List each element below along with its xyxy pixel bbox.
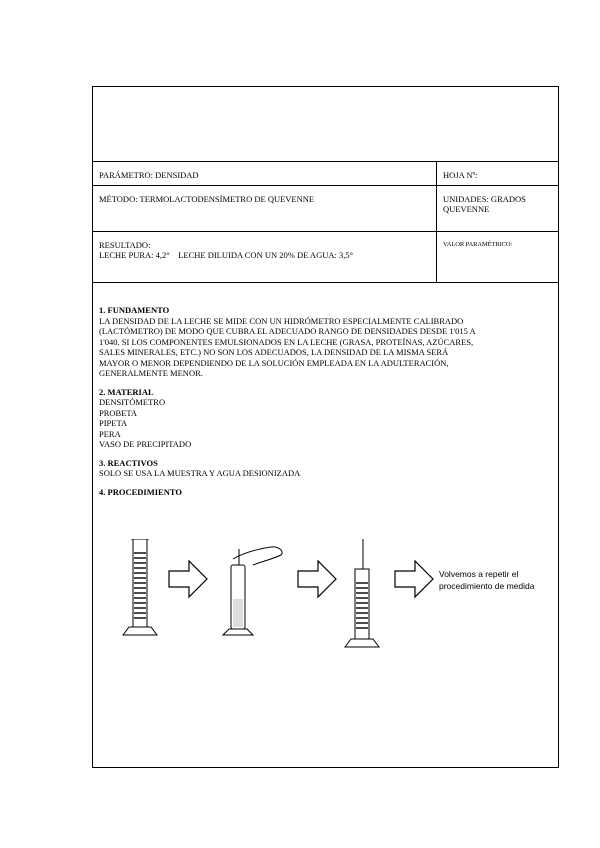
procedure-illustration — [93, 539, 560, 659]
repeat-caption-line-1: Volvemos a repetir el — [439, 569, 519, 579]
section-heading-material: 2. MATERIAL — [99, 386, 154, 397]
material-item: DENSITÓMETRO — [99, 397, 166, 407]
parameter-row — [93, 162, 558, 186]
result-label: RESULTADO: — [99, 240, 151, 250]
result-cell — [93, 232, 436, 282]
units-line-2: QUEVENNE — [443, 204, 490, 214]
fundamento-line: 1'040. SI LOS COMPONENTES EMULSIONADOS EN LA LECHE (GRASA, PROTEÍNAS, AZÚCARES, — [99, 336, 474, 347]
material-item: VASO DE PRECIPITADO — [99, 439, 192, 449]
fundamento-line: SALES MINERALES, ETC.) NO SON LOS ADECUADOS, LA DENSIDAD DE LA MISMA SERÁ — [99, 347, 449, 357]
hydrometer-in-cylinder-icon — [345, 539, 379, 647]
parametric-value-label: VALOR PARAMÉTRICO: — [443, 241, 513, 248]
graduated-cylinder-icon — [123, 539, 157, 635]
repeat-caption-line-2: procedimiento de medida — [439, 581, 535, 591]
section-heading-reactivos: 3. REACTIVOS — [99, 457, 158, 468]
fundamento-line: LA DENSIDAD DE LA LECHE SE MIDE CON UN HIDRÓMETRO ESPECIALMENTE CALIBRADO — [99, 315, 464, 326]
parameter-cell: PARÁMETRO: DENSIDAD — [99, 170, 199, 180]
material-item: PERA — [99, 428, 121, 439]
material-item: PIPETA — [99, 418, 128, 428]
reactivos-text: SOLO SE USA LA MUESTRA Y AGUA DESIONIZADA — [99, 468, 301, 478]
parametric-value-cell — [436, 232, 558, 282]
fundamento-line: GENERALMENTE MENOR. — [99, 368, 203, 378]
arrow-right-icon — [169, 561, 207, 597]
hand-with-pipette-icon — [223, 547, 282, 635]
fundamento-line: (LACTÓMETRO) DE MODO QUE CUBRA EL ADECUADO RANGO DE DENSIDADES DESDE 1'015 A — [99, 326, 476, 336]
arrow-right-icon — [298, 561, 336, 597]
result-row — [93, 232, 558, 283]
document-body — [99, 305, 550, 497]
sheet-number-cell: HOJA Nº: — [436, 162, 558, 185]
fundamento-line: MAYOR O MENOR DEPENDIENDO DE LA SOLUCIÓN EMPLEADA EN LA ADULTERACIÓN, — [99, 357, 449, 368]
method-cell: MÉTODO: TERMOLACTODENSÍMETRO DE QUEVENNE — [99, 194, 315, 204]
blank-header-row — [93, 87, 558, 162]
document-sheet — [92, 86, 559, 768]
units-cell — [436, 186, 558, 231]
result-values: LECHE PURA: 4,2° LECHE DILUIDA CON UN 20% DE AGUA: 3,5° — [99, 250, 353, 260]
arrow-right-icon — [395, 561, 433, 597]
section-heading-fundamento: 1. FUNDAMENTO — [99, 305, 170, 315]
section-heading-procedimiento: 4. PROCEDIMIENTO — [99, 486, 182, 497]
units-line-1: UNIDADES: GRADOS — [443, 194, 526, 204]
method-row — [93, 186, 558, 232]
material-item: PROBETA — [99, 407, 138, 418]
